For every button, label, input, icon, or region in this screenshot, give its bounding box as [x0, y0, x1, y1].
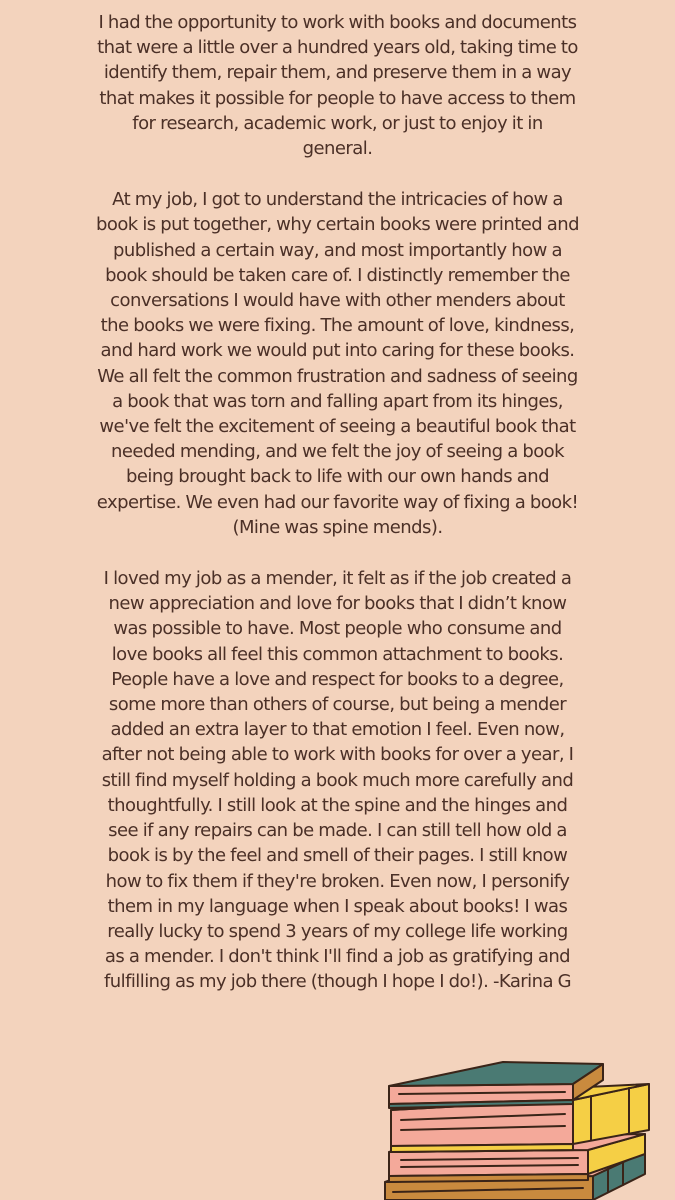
story-text: [96, 10, 579, 1021]
paragraph-job: At my job, I got to understand the intricacies of how a book is put together, why certain books were printed and published a certain way, and most importantly how a book should be taken care of. I distinctly remember the conversations I would have with other menders about the books we were fixing. The amount of love, kindness, and hard work we would put into caring for these books. We all felt the common frustration and sadness of seeing a book that was torn and falling apart from its hinges, we've felt the excitement of seeing a beautiful book that needed mending, and we felt the joy of seeing a book being brought back to life with our own hands and expertise. We even had our favorite way of fixing a book! (Mine was spine mends).: [96, 189, 580, 538]
book-top-icon: [389, 1062, 603, 1108]
paragraph-intro: I had the opportunity to work with books and documents that were a little over a hundred years old, taking time to identify them, repair them, and preserve them in a way that makes it possible for people to have access to them for research, academic work, or just to enjoy it in general.: [97, 12, 578, 160]
stacked-books-icon: [383, 1054, 675, 1200]
paragraph-reflection: I loved my job as a mender, it felt as if the job created a new appreciation and love for books that I didn’t know was possible to have. Most people who consume and love books all feel this common attachment to books. People have a love and respect for books to a degree, some more than others of course, but being a mender added an extra layer to that emotion I feel. Even now, after not being able to work with books for over a year, I still find myself holding a book much more carefully and thoughtfully. I still look at the spine and the hinges and see if any repairs can be made. I can still tell how old a book is by the feel and smell of their pages. I still know how to fix them if they're broken. Even now, I personify them in my language when I speak about books! I was really lucky to spend 3 years of my college life working as a mender. I don't think I'll find a job as gratifying and fulfilling as my job there (though I hope I do!). -Karina G: [101, 568, 574, 993]
